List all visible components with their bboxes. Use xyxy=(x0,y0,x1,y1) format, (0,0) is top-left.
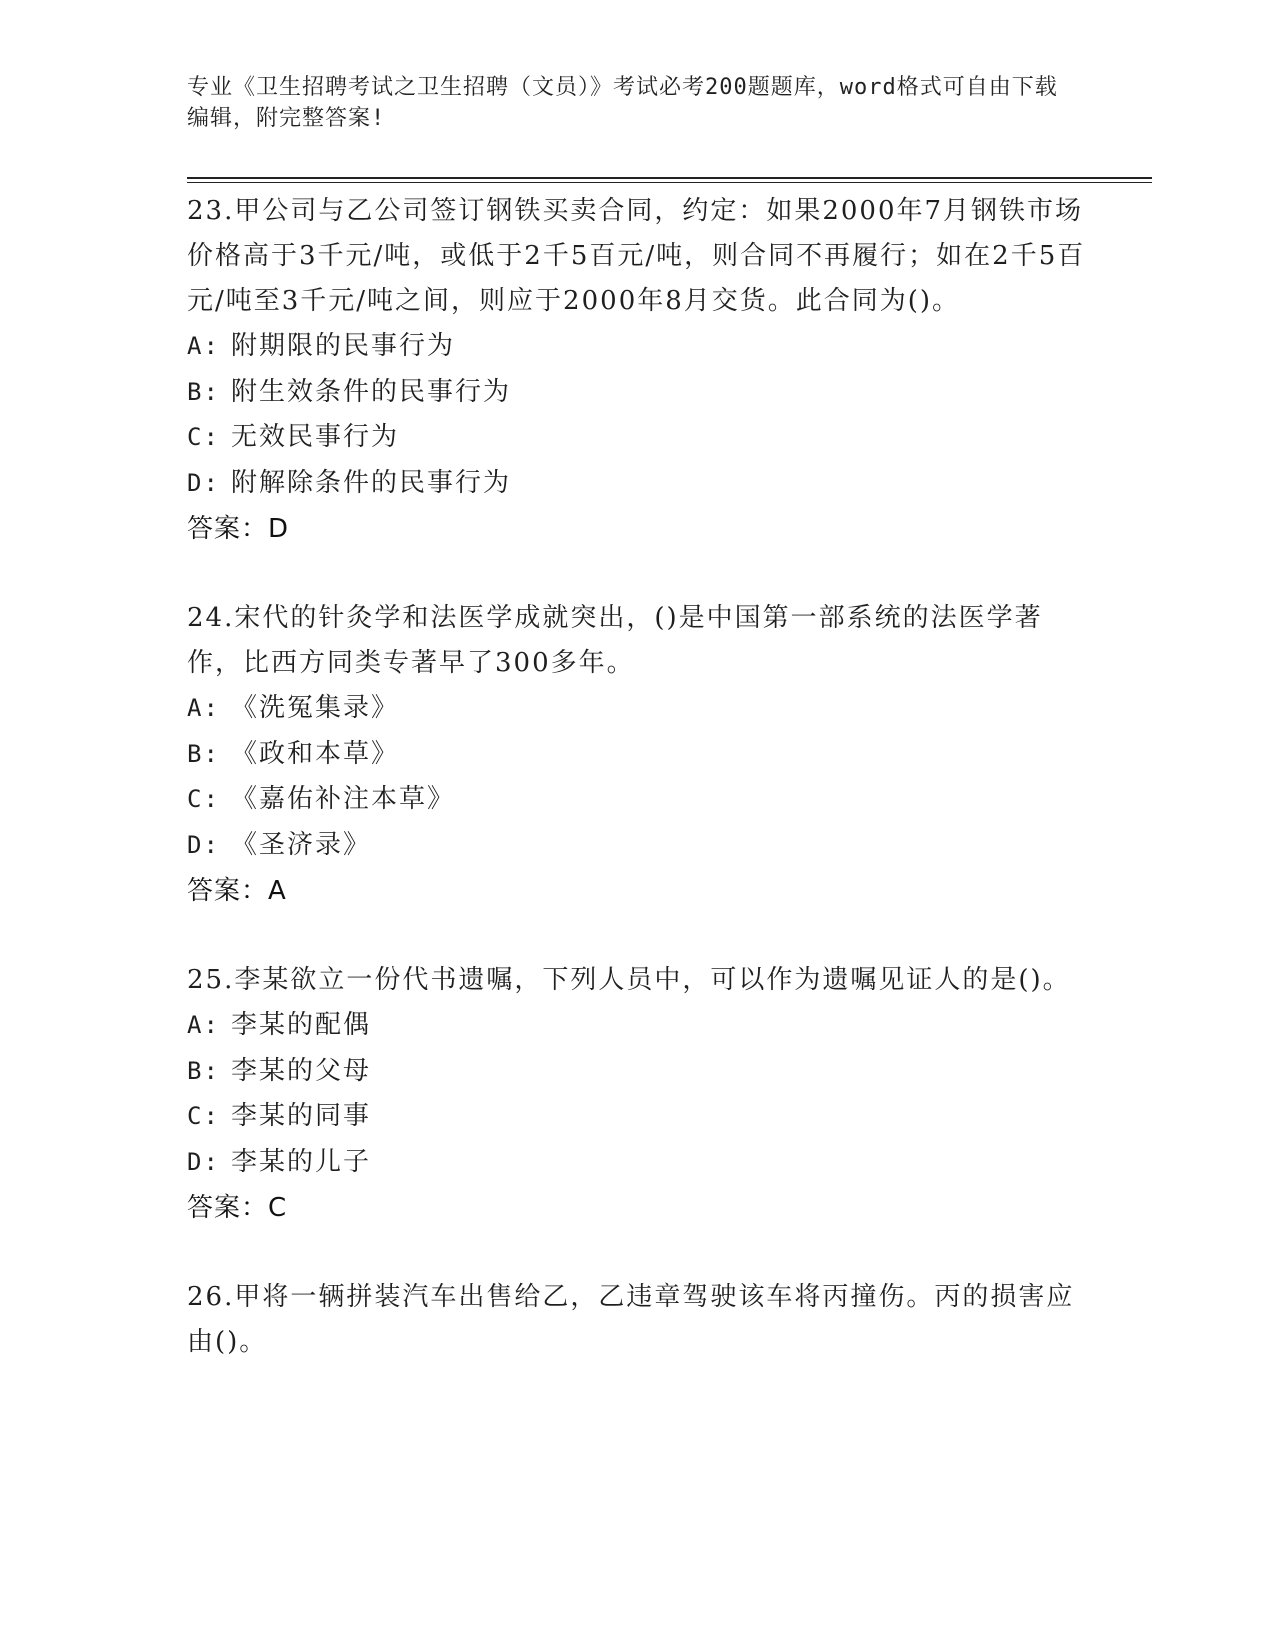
option-text: 《圣济录》 xyxy=(231,829,372,860)
option-d xyxy=(187,461,1087,507)
answer-line: 答案：D xyxy=(187,514,290,544)
question-25 xyxy=(187,958,1087,1231)
option-text: 《嘉佑补注本草》 xyxy=(231,784,456,814)
option-text: 附生效条件的民事行为 xyxy=(231,376,512,407)
question-23 xyxy=(187,189,1087,552)
header-divider-top xyxy=(187,177,1152,179)
answer-line: 答案：C xyxy=(187,1193,288,1223)
question-26 xyxy=(187,1275,1087,1365)
answer-line: 答案：A xyxy=(187,876,287,906)
option-letter: A: xyxy=(187,694,220,722)
option-b xyxy=(187,370,1087,416)
question-24 xyxy=(187,596,1087,914)
option-text: 李某的同事 xyxy=(231,1101,372,1131)
option-text: 李某的儿子 xyxy=(231,1146,372,1177)
option-text: 附期限的民事行为 xyxy=(231,331,456,361)
option-a xyxy=(187,324,1087,370)
option-a xyxy=(187,1003,1087,1049)
question-stem: 24.宋代的针灸学和法医学成就突出，()是中国第一部系统的法医学著作，比西方同类专著早了300多年。 xyxy=(187,603,1043,678)
option-letter: C: xyxy=(187,423,220,451)
option-letter: B: xyxy=(187,377,220,406)
option-c xyxy=(187,1094,1087,1140)
option-letter: A: xyxy=(187,332,220,360)
option-b xyxy=(187,732,1087,778)
option-text: 附解除条件的民事行为 xyxy=(231,467,512,498)
option-letter: B: xyxy=(187,1056,220,1085)
option-text: 李某的配偶 xyxy=(231,1010,372,1040)
option-c xyxy=(187,777,1087,823)
option-letter: C: xyxy=(187,1102,220,1130)
option-letter: B: xyxy=(187,739,220,768)
option-b xyxy=(187,1049,1087,1095)
question-list xyxy=(187,189,1087,1409)
document-header: 专业《卫生招聘考试之卫生招聘（文员）》考试必考200题题库，word格式可自由下载编辑，附完整答案! xyxy=(187,75,1058,131)
option-c xyxy=(187,415,1087,461)
option-letter: D: xyxy=(187,830,220,859)
option-letter: C: xyxy=(187,785,220,813)
option-letter: D: xyxy=(187,1147,220,1176)
option-letter: D: xyxy=(187,468,220,497)
option-a xyxy=(187,686,1087,732)
option-text: 李某的父母 xyxy=(231,1055,372,1086)
option-d xyxy=(187,1140,1087,1186)
question-stem: 26.甲将一辆拼装汽车出售给乙，乙违章驾驶该车将丙撞伤。丙的损害应由()。 xyxy=(187,1282,1075,1357)
header-divider-bottom xyxy=(187,182,1152,183)
option-letter: A: xyxy=(187,1011,220,1039)
option-d xyxy=(187,823,1087,869)
option-text: 《政和本草》 xyxy=(231,738,400,769)
question-stem: 23.甲公司与乙公司签订钢铁买卖合同，约定：如果2000年7月钢铁市场价格高于3千元/吨，或低于2千5百元/吨，则合同不再履行；如在2千5百元/吨至3千元/吨之间，则应于2000年8月交货。此合同为()。 xyxy=(187,196,1086,316)
option-text: 无效民事行为 xyxy=(231,422,400,452)
option-text: 《洗冤集录》 xyxy=(231,693,400,723)
question-stem: 25.李某欲立一份代书遗嘱，下列人员中，可以作为遗嘱见证人的是()。 xyxy=(187,965,1071,995)
